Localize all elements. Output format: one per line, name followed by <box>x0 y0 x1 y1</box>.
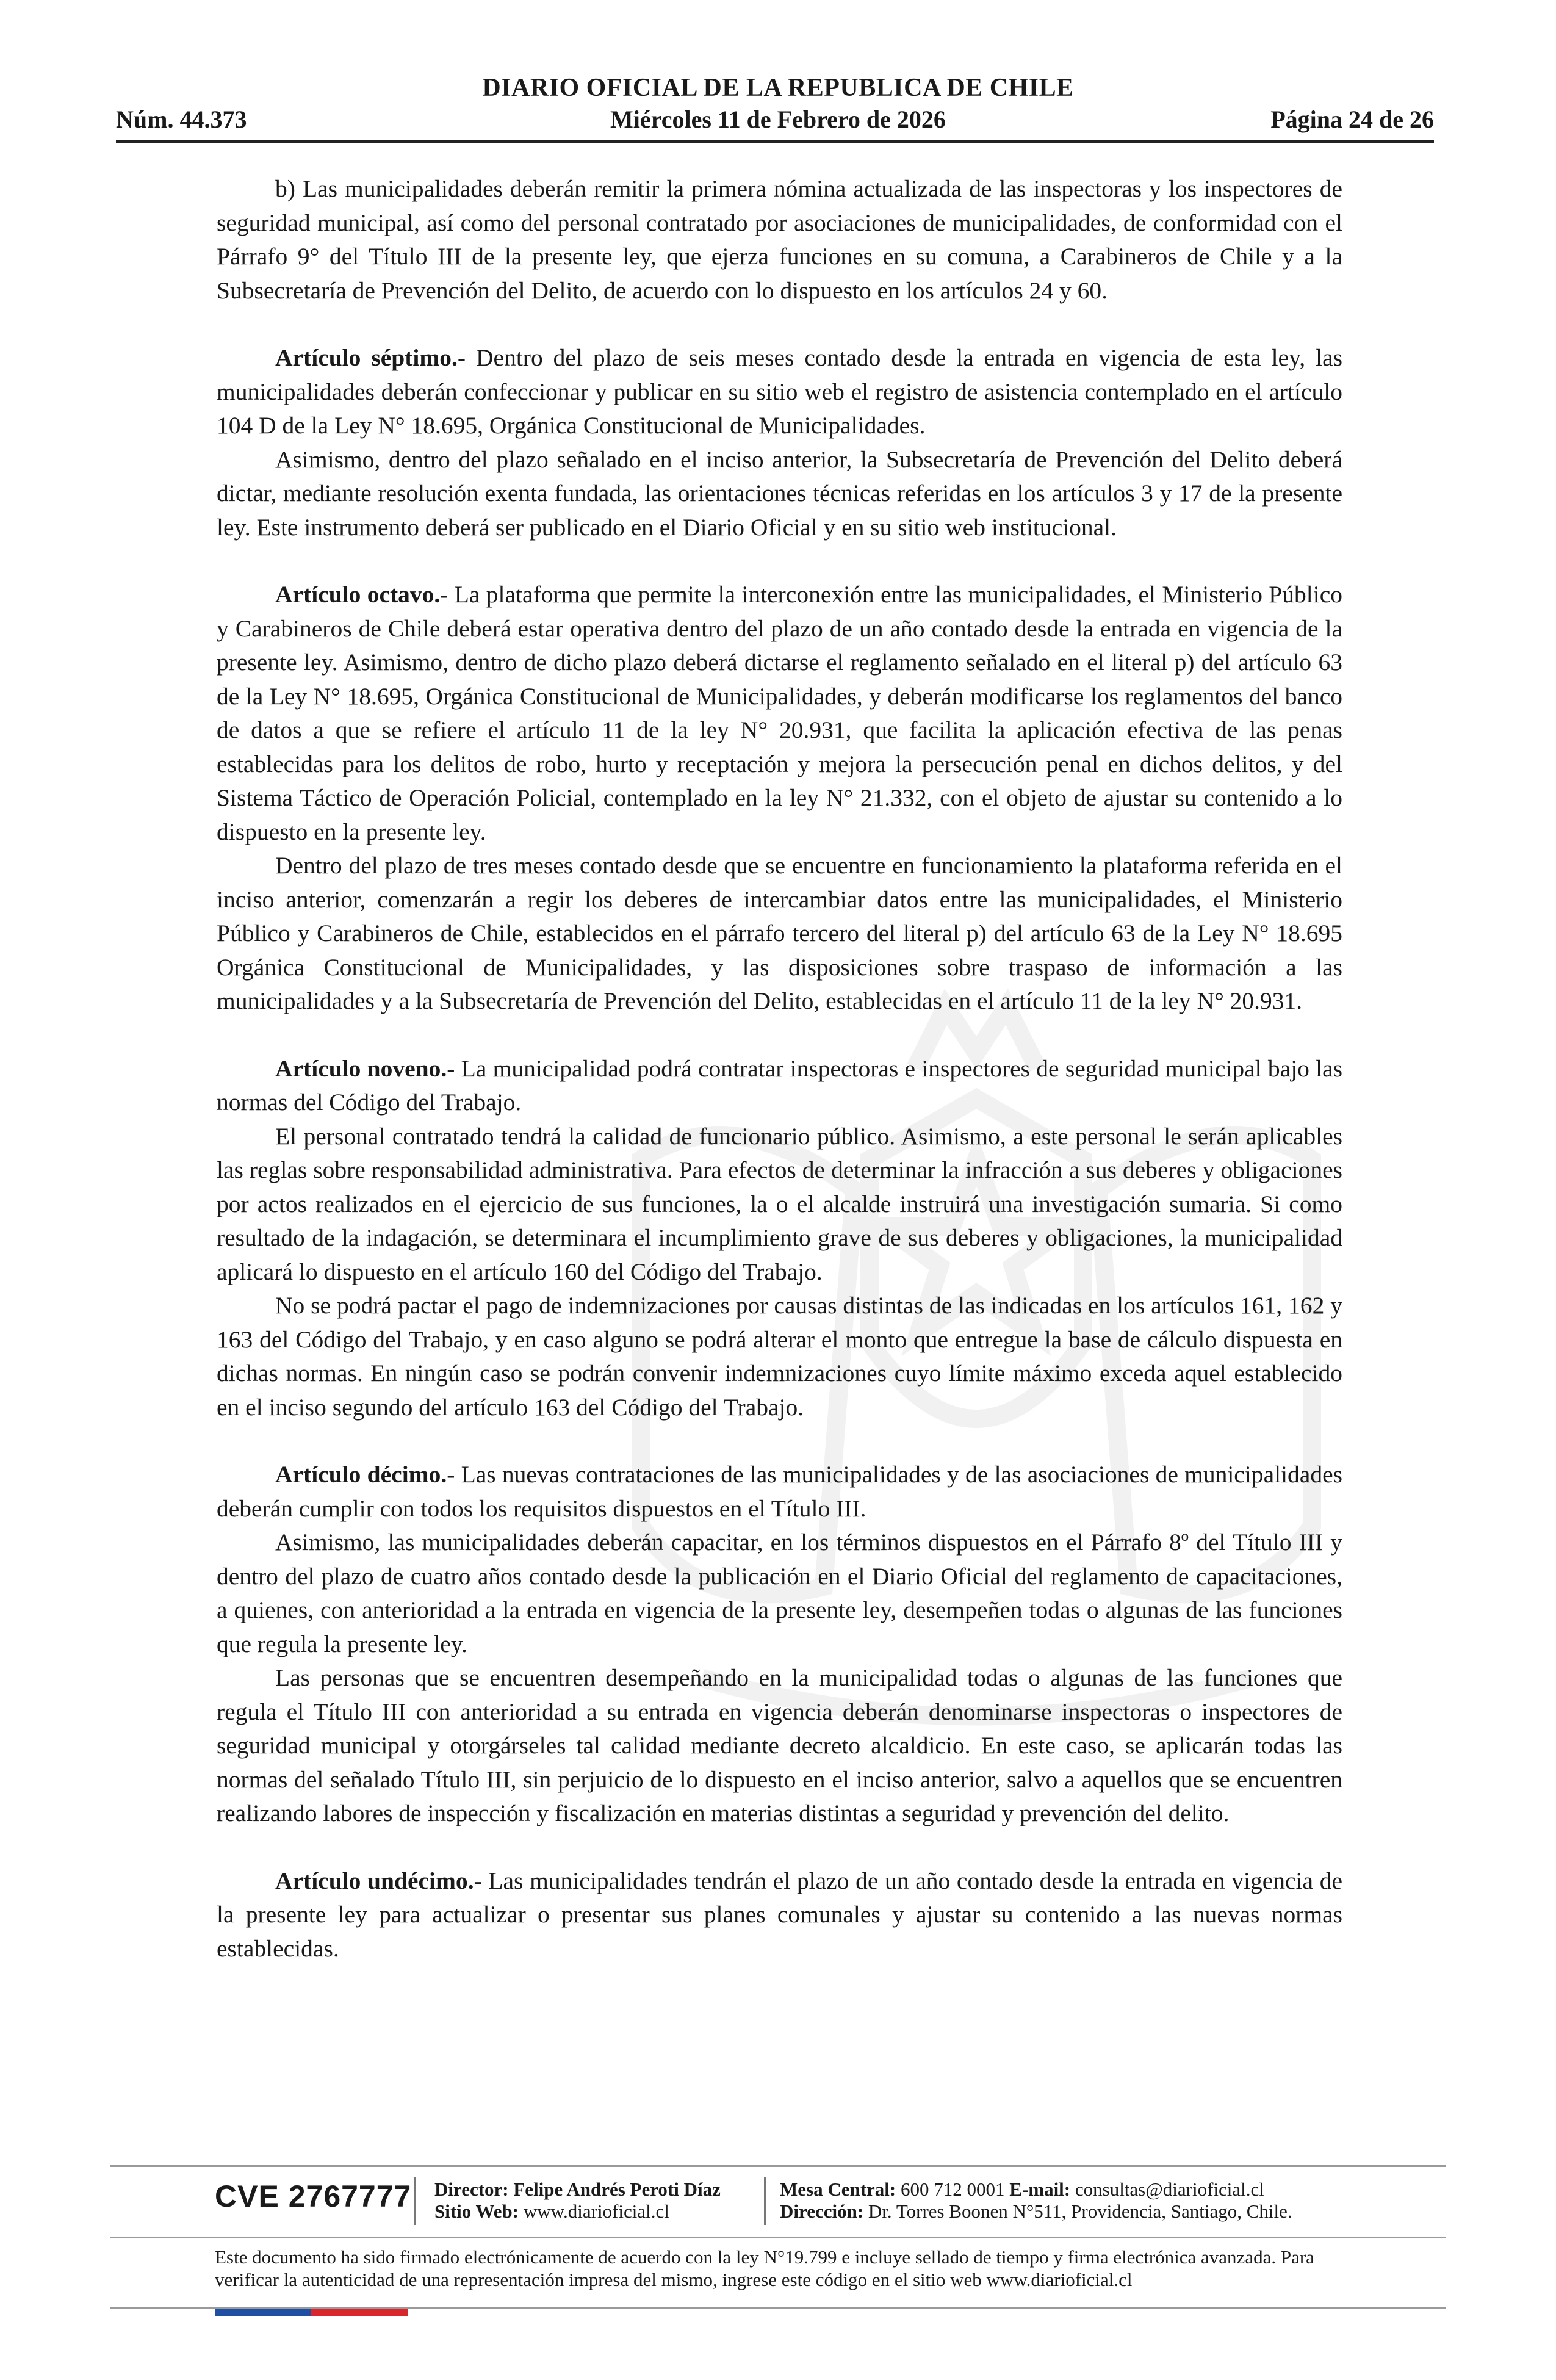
article-11-paragraph-1: Artículo undécimo.- Las municipalidades tendrán el plazo de un año contado desde la entrada en vigencia de la presente ley para actualizar o presentar sus planes comunales y ajustar su contenido a las nuevas normas establecidas. <box>217 1867 1342 1962</box>
newspaper-title: DIARIO OFICIAL DE LA REPUBLICA DE CHILE <box>482 74 1074 102</box>
website-link[interactable]: www.diarioficial.cl <box>519 2201 669 2222</box>
article-8-paragraph-2: Dentro del plazo de tres meses contado desde que se encuentre en funcionamiento la plataforma referida en el inciso anterior, comenzarán a regir los deberes de intercambiar datos entre las municipalidades, el Ministerio Público y Carabineros de Chile, establecidos en el párrafo tercero del literal p) del artículo 63 de la Ley N° 18.695 Orgánica Constitucional de Municipalidades, y las disposiciones sobre traspaso de información a las municipalidades y a la Subsecretaría de Prevención del Delito, establecidas en el artículo 11 de la ley N° 20.931. <box>217 852 1342 1014</box>
paragraph-b: b) Las municipalidades deberán remitir la primera nómina actualizada de las inspectoras y los inspectores de seguridad municipal, así como del personal contratado por asociaciones de municipalidades, de conformidad con el Párrafo 9° del Título III de la presente ley, que ejerza funciones en su comuna, a Carabineros de Chile y a la Subsecretaría de Prevención del Delito, de acuerdo con lo dispuesto en los artículos 24 y 60. <box>217 175 1342 304</box>
article-10-paragraph-3: Las personas que se encuentren desempeñando en la municipalidad todas o algunas de las funciones que regula el Título III con anterioridad a su entrada en vigencia deberán denominarse inspectoras o inspectores de seguridad municipal y otorgárseles tal calidad mediante decreto alcaldicio. En este caso, se aplicarán todas las normas del señalado Título III, sin perjuicio de lo dispuesto en el inciso anterior, salvo a aquellos que se encuentren realizando labores de inspección y fiscalización en materias distintas a seguridad y prevención del delito. <box>217 1664 1342 1826</box>
header-divider <box>116 140 1434 143</box>
article-9-title: Artículo noveno.- <box>275 1055 455 1082</box>
document-body <box>217 172 1342 1966</box>
article-11-title: Artículo undécimo.- <box>275 1867 482 1894</box>
article-7-paragraph-1: Artículo séptimo.- Dentro del plazo de seis meses contado desde la entrada en vigencia de esta ley, las municipalidades deberán confeccionar y publicar en su sitio web el registro de asistencia contemplado en el artículo 104 D de la Ley N° 18.695, Orgánica Constitucional de Municipalidades. <box>217 344 1342 439</box>
address: Dr. Torres Boonen N°511, Providencia, Santiago, Chile. <box>863 2201 1292 2222</box>
article-10-paragraph-1: Artículo décimo.- Las nuevas contrataciones de las municipalidades y de las asociaciones de municipalidades deberán cumplir con todos los requisitos dispuestos en el Título III. <box>217 1461 1342 1522</box>
article-10-title: Artículo décimo.- <box>275 1461 455 1488</box>
flag-stripe-blue <box>215 2309 311 2316</box>
legal-notice: Este documento ha sido firmado electrónicamente de acuerdo con la ley N°19.799 e incluye sellado de tiempo y firma electrónica avanzada. Para verificar la autenticidad de una representación impresa del mismo, ingrese este código en el sitio web www.diarioficial.cl <box>215 2246 1314 2290</box>
article-7-paragraph-2: Asimismo, dentro del plazo señalado en el inciso anterior, la Subsecretaría de Prevención del Delito deberá dictar, mediante resolución exenta fundada, las orientaciones técnicas referidas en los artículos 3 y 17 de la presente ley. Este instrumento deberá ser publicado en el Diario Oficial y en su sitio web institucional. <box>217 445 1342 541</box>
cve-code: CVE 2767777 <box>215 2179 412 2213</box>
director-info: Director: Felipe Andrés Peroti Díaz Sitio Web: www.diarioficial.cl <box>434 2179 721 2222</box>
article-8-title: Artículo octavo.- <box>275 581 448 608</box>
footer-separator <box>764 2177 766 2225</box>
article-10-paragraph-2: Asimismo, las municipalidades deberán capacitar, en los términos dispuestos en el Párrafo 8º del Título III y dentro del plazo de cuatro años contado desde la publicación en el Diario Oficial del reglamento de capacitaciones, a quienes, con anterioridad a la entrada en vigencia de la presente ley, desempeñen todas o algunas de las funciones que regula la presente ley. <box>217 1529 1342 1657</box>
article-7-title: Artículo séptimo.- <box>275 344 466 371</box>
article-9-paragraph-2: El personal contratado tendrá la calidad de funcionario público. Asimismo, a este personal le serán aplicables las reglas sobre responsabilidad administrativa. Para efectos de determinar la infracción a sus deberes y obligaciones por actos realizados en el ejercicio de sus funciones, la o el alcalde instruirá una investigación sumaria. Si como resultado de la indagación, se determinara el incumplimiento grave de sus deberes y obligaciones, la municipalidad aplicará lo dispuesto en el artículo 160 del Código del Trabajo. <box>217 1122 1342 1285</box>
article-9-paragraph-1: Artículo noveno.- La municipalidad podrá contratar inspectoras e inspectores de seguridad municipal bajo las normas del Código del Trabajo. <box>217 1055 1342 1116</box>
footer-separator <box>414 2177 416 2225</box>
footer-divider-top <box>110 2165 1446 2167</box>
issue-date: Miércoles 11 de Febrero de 2026 <box>610 106 946 133</box>
issue-number: Núm. 44.373 <box>116 106 247 133</box>
contact-info: Mesa Central: 600 712 0001 E-mail: consultas@diarioficial.cl Dirección: Dr. Torres Boonen N°511, Providencia, Santiago, Chile. <box>780 2179 1292 2222</box>
footer-divider-middle <box>110 2237 1446 2238</box>
article-9-paragraph-3: No se podrá pactar el pago de indemnizaciones por causas distintas de las indicadas en los artículos 161, 162 y 163 del Código del Trabajo, y en caso alguno se podrá alterar el monto que entregue la base de cálculo dispuesta en dichas normas. En ningún caso se podrán convenir indemnizaciones cuyo límite máximo exceda aquel establecido en el inciso segundo del artículo 163 del Código del Trabajo. <box>217 1292 1342 1421</box>
email-link[interactable]: consultas@diarioficial.cl <box>1070 2179 1264 2200</box>
article-8-paragraph-1: Artículo octavo.- La plataforma que permite la interconexión entre las municipalidades, el Ministerio Público y Carabineros de Chile deberá estar operativa dentro del plazo de un año contado desde la entrada en vigencia de la presente ley. Asimismo, dentro de dicho plazo deberá dictarse el reglamento señalado en el literal p) del artículo 63 de la Ley N° 18.695, Orgánica Constitucional de Municipalidades, y deberán modificarse los reglamentos del banco de datos a que se refiere el artículo 11 de la ley N° 20.931, que facilita la aplicación efectiva de las penas establecidas para los delitos de robo, hurto y receptación y mejora la persecución penal en dichos delitos, y del Sistema Táctico de Operación Policial, contemplado en la ley N° 21.332, con el objeto de ajustar su contenido a lo dispuesto en la presente ley. <box>217 581 1342 845</box>
director-name: Felipe Andrés Peroti Díaz <box>508 2179 721 2200</box>
flag-stripe-red <box>311 2309 408 2316</box>
page-number: Página 24 de 26 <box>1270 106 1434 133</box>
phone-number: 600 712 0001 <box>896 2179 1010 2200</box>
